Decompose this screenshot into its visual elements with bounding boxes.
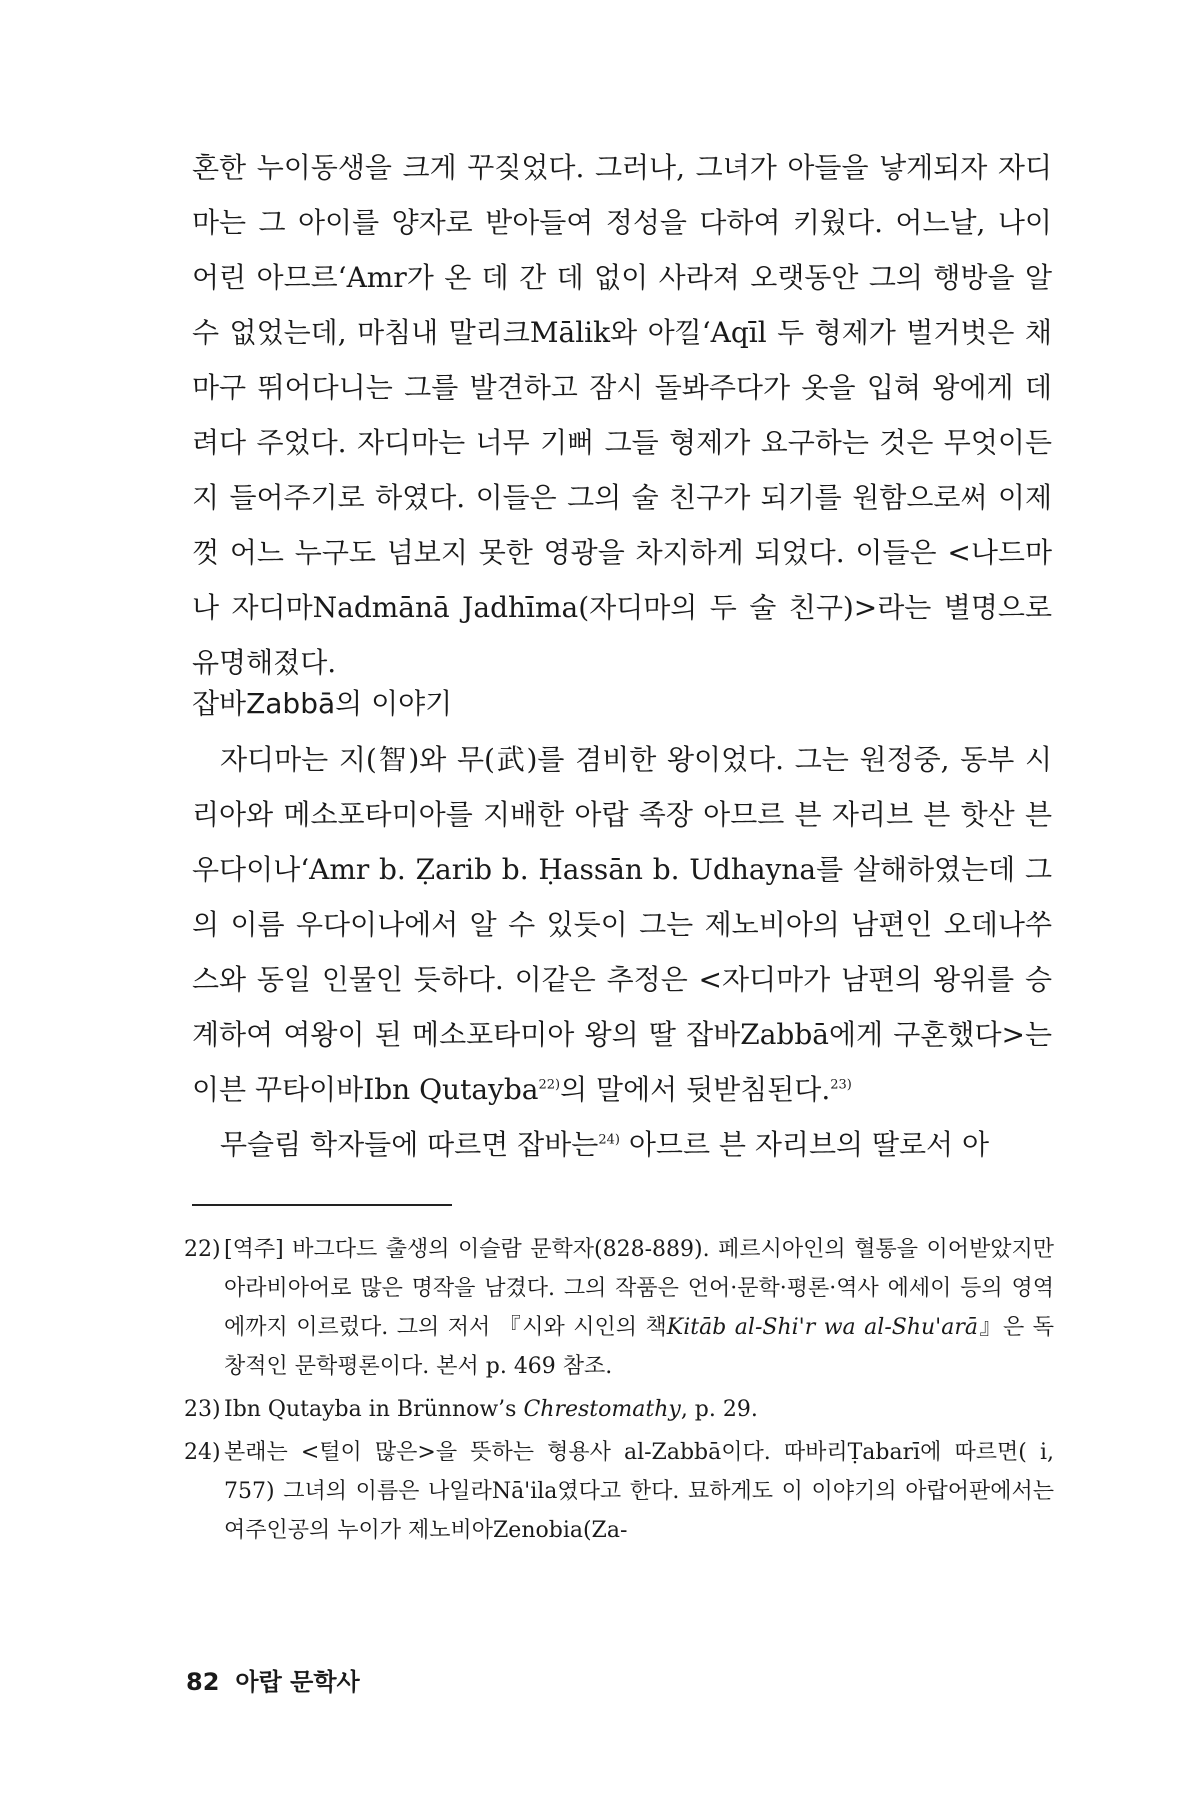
paragraph-2 bbox=[192, 1117, 1052, 1172]
footnote-text: [역주] 바그다드 출생의 이슬람 문학자(828-889). 페르시아인의 혈통을 이어받았지만 아라비아어로 많은 명작을 남겼다. 그의 작품은 언어·문학·평론·역사 에세이 등의 영역에까지 이르렀다. 그의 저서 『시와 시인의 책 bbox=[224, 1237, 1054, 1340]
paragraph-continued: 혼한 누이동생을 크게 꾸짖었다. 그러나, 그녀가 아들을 낳게되자 자디마는 그 아이를 양자로 받아들여 정성을 다하여 키웠다. 어느날, 나이 어린 아므르‘Amr가 온 데 간 데 없이 사라져 오랫동안 그의 행방을 알 수 없었는데, 마침내 말리크Mālik와 아낄‘Aqīl 두 형제가 벌거벗은 채 마구 뛰어다니는 그를 발견하고 잠시 돌봐주다가 옷을 입혀 왕에게 데려다 주었다. 자디마는 너무 기뻐 그들 형제가 요구하는 것은 무엇이든지 들어주기로 하였다. 이들은 그의 술 친구가 되기를 원함으로써 이제껏 어느 누구도 넘보지 못한 영광을 차지하게 되었다. 이들은 <나드마나 자디마Nadmānā Jadhīma(자디마의 두 술 친구)>라는 별명으로 유명해졌다. bbox=[192, 151, 1052, 679]
footnote-ref-24: 24) bbox=[598, 1132, 620, 1148]
footnote-number: 22) bbox=[184, 1237, 221, 1262]
footnote-italic: Chrestomathy bbox=[523, 1397, 681, 1422]
paragraph-2-text: 무슬림 학자들에 따르면 잡바는 bbox=[220, 1128, 599, 1161]
paragraph-1 bbox=[192, 732, 1052, 1117]
footnote-ref-23: 23) bbox=[830, 1077, 852, 1093]
footnote-text-end: 』은 독창적인 문학평론이다. 본서 p. 469 참조. bbox=[224, 1315, 1054, 1379]
paragraph-2-text-end: 아므르 븐 자리브의 딸로서 아 bbox=[619, 1128, 990, 1161]
book-title: 아랍 문학사 bbox=[235, 1668, 360, 1696]
footnote-text: Ibn Qutayba in Brünnow’s bbox=[224, 1397, 524, 1422]
footnote-number: 24) bbox=[184, 1440, 221, 1465]
footnote-text-end: , p. 29. bbox=[680, 1397, 758, 1422]
page-number: 82 bbox=[186, 1668, 220, 1696]
footnotes bbox=[184, 1230, 1054, 1554]
section-zabba bbox=[192, 676, 1052, 1172]
section-title: 잡바Zabbā의 이야기 bbox=[192, 687, 453, 720]
footnote-22 bbox=[184, 1230, 1054, 1386]
footnote-24 bbox=[184, 1433, 1054, 1550]
page-footer bbox=[186, 1662, 376, 1697]
footnote-23 bbox=[184, 1390, 1054, 1429]
footnote-ref-22: 22) bbox=[538, 1077, 561, 1093]
paragraph-1-text: 자디마는 지(智)와 무(武)를 겸비한 왕이었다. 그는 원정중, 동부 시리아와 메소포타미아를 지배한 아랍 족장 아므르 븐 자리브 븐 핫산 븐 우다이나‘Amr b. Ẓarib b. Ḥassān b. Udhayna를 살해하였는데 그의 이름 우다이나에서 알 수 있듯이 그는 제노비아의 남편인 오데나쑤스와 동일 인물인 듯하다. 이같은 추정은 <자디마가 남편의 왕위를 승계하여 여왕이 된 메소포타미아 왕의 딸 잡바Zabbā에게 구혼했다>는 이븐 꾸타이바Ibn Qutayba bbox=[192, 743, 1052, 1106]
paragraph-1-text-mid: 의 말에서 뒷받침된다. bbox=[560, 1073, 831, 1106]
footnote-italic: Kitāb al-Shi'r wa al-Shu'arā bbox=[666, 1315, 978, 1340]
footnote-divider bbox=[192, 1204, 452, 1206]
footnote-number: 23) bbox=[184, 1397, 221, 1422]
body-text-top bbox=[192, 140, 1052, 690]
footnote-text: 본래는 <털이 많은>을 뜻하는 형용사 al-Zabbā이다. 따바리Ṭabarī에 따르면( i, 757) 그녀의 이름은 나일라Nā'ila였다고 한다. 묘하게도 이 이야기의 아랍어판에서는 여주인공의 누이가 제노비아Zenobia(Za- bbox=[224, 1440, 1054, 1543]
